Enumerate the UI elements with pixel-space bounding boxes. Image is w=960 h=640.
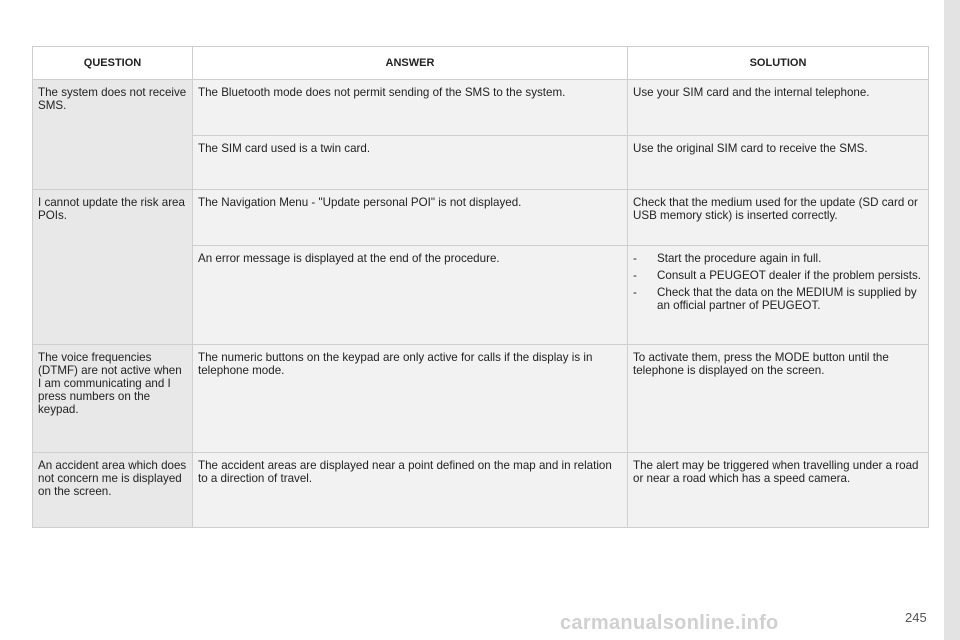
solution-cell: Check that the medium used for the update (SD card or USB memory stick) is inserted correctly.: [628, 190, 929, 246]
solution-list-item: - Consult a PEUGEOT dealer if the problem persists.: [633, 269, 921, 282]
table-row: [33, 345, 929, 453]
header-answer: ANSWER: [193, 47, 628, 80]
solution-cell: Use the original SIM card to receive the SMS.: [628, 136, 929, 190]
table-row: [33, 453, 929, 528]
table-row: [33, 190, 929, 246]
dash-bullet: -: [633, 252, 637, 265]
dash-bullet: -: [633, 286, 637, 299]
solution-cell: [628, 246, 929, 345]
troubleshooting-table: [32, 46, 929, 528]
answer-cell: An error message is displayed at the end of the procedure.: [193, 246, 628, 345]
answer-cell: The Navigation Menu - "Update personal POI" is not displayed.: [193, 190, 628, 246]
dash-bullet: -: [633, 269, 637, 282]
table-row: [33, 80, 929, 136]
page-number: 245: [905, 610, 927, 625]
solution-cell: To activate them, press the MODE button until the telephone is displayed on the screen.: [628, 345, 929, 453]
question-cell: The voice frequencies (DTMF) are not active when I am communicating and I press numbers on the keypad.: [33, 345, 193, 453]
question-cell: The system does not receive SMS.: [33, 80, 193, 190]
solution-list-item: - Start the procedure again in full.: [633, 252, 822, 265]
solution-cell: Use your SIM card and the internal telephone.: [628, 80, 929, 136]
watermark: carmanualsonline.info: [560, 612, 779, 634]
solution-list-item: - Check that the data on the MEDIUM is supplied by an official partner of PEUGEOT.: [633, 286, 917, 312]
solution-cell: The alert may be triggered when travelling under a road or near a road which has a speed camera.: [628, 453, 929, 528]
answer-cell: The accident areas are displayed near a point defined on the map and in relation to a direction of travel.: [193, 453, 628, 528]
question-cell: An accident area which does not concern me is displayed on the screen.: [33, 453, 193, 528]
header-question: QUESTION: [33, 47, 193, 80]
header-row: [33, 47, 929, 80]
answer-cell: The SIM card used is a twin card.: [193, 136, 628, 190]
answer-cell: The Bluetooth mode does not permit sending of the SMS to the system.: [193, 80, 628, 136]
question-cell: I cannot update the risk area POIs.: [33, 190, 193, 345]
answer-cell: The numeric buttons on the keypad are only active for calls if the display is in telephone mode.: [193, 345, 628, 453]
solution-list: [633, 252, 923, 312]
page-edge-strip: [944, 0, 960, 640]
header-solution: SOLUTION: [628, 47, 929, 80]
